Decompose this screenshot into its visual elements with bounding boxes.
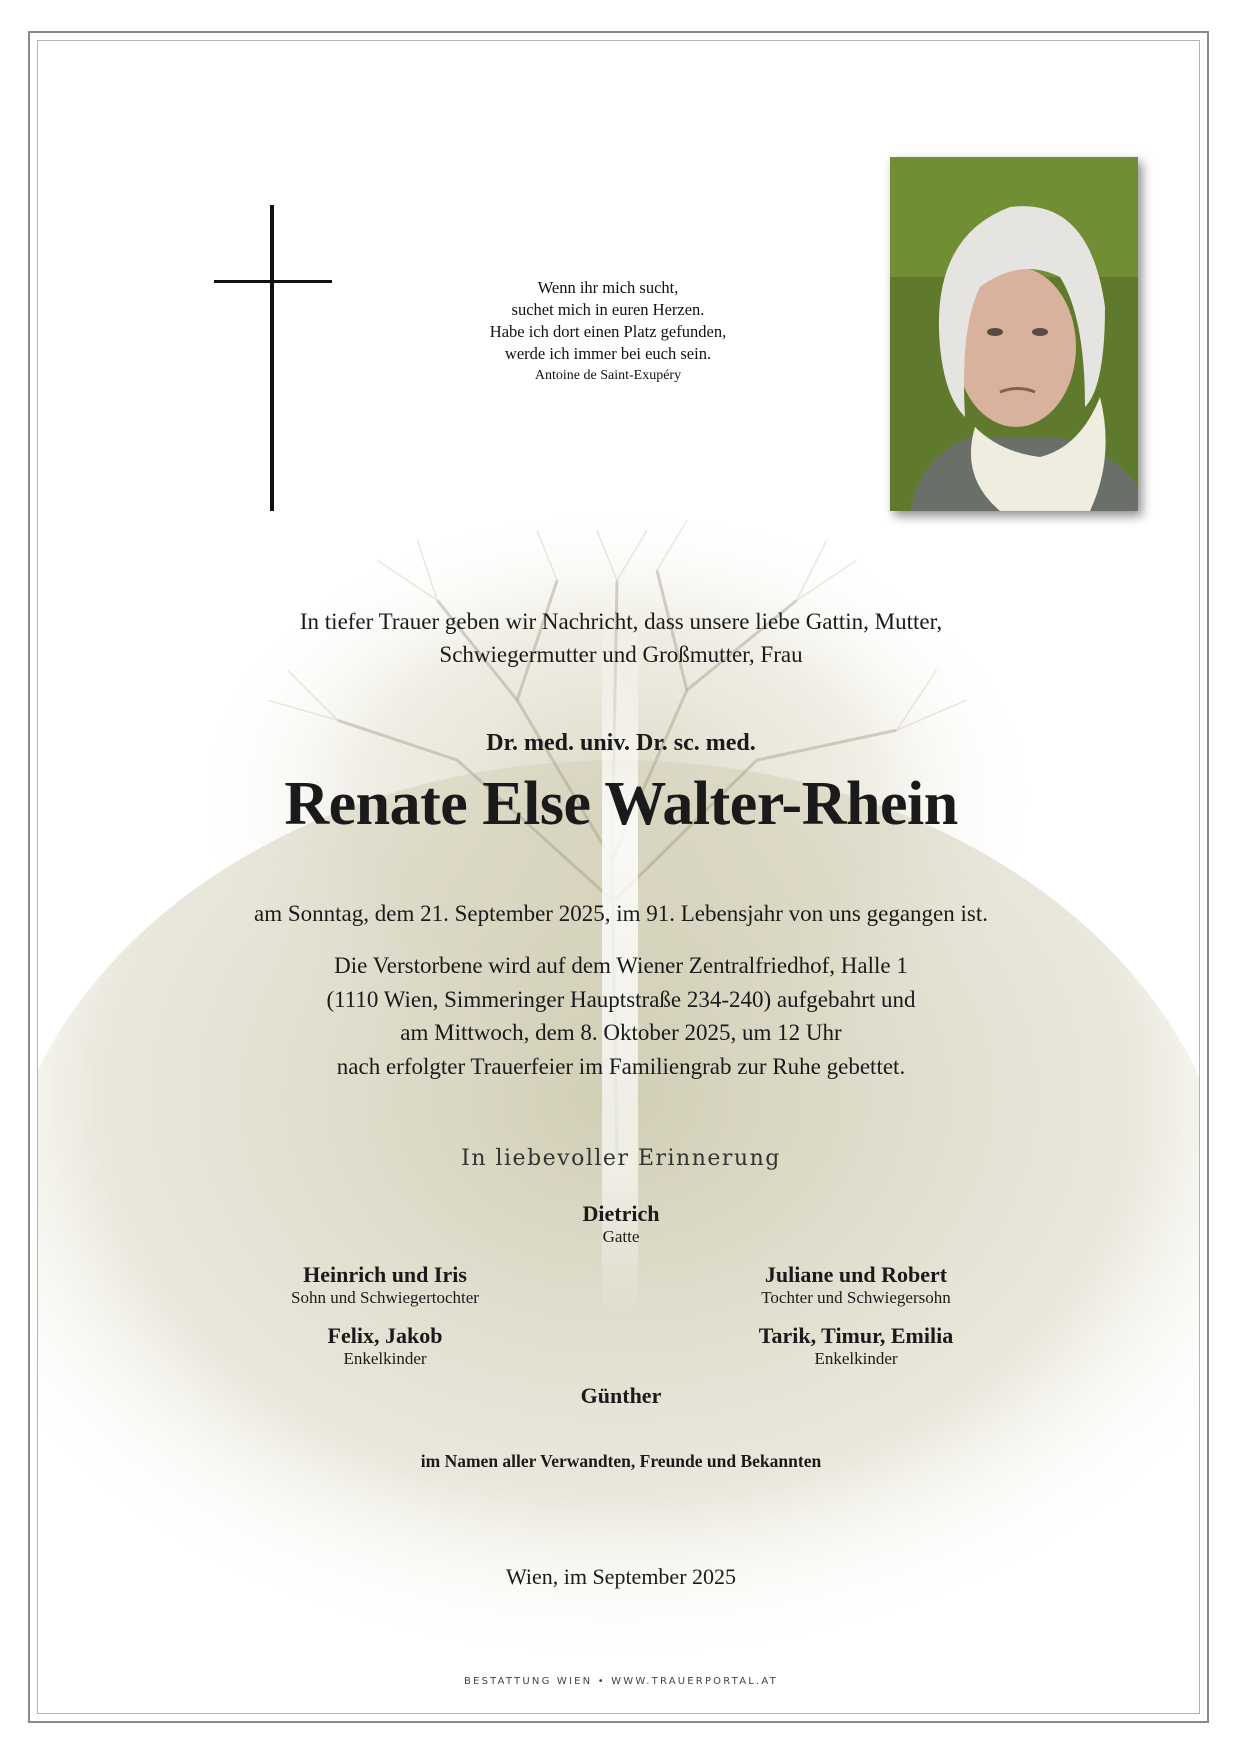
cross-icon-bar — [214, 280, 332, 283]
intro-line: In tiefer Trauer geben wir Nachricht, dass unsere liebe Gattin, Mutter, — [299, 609, 943, 634]
mourner-name: Tarik, Timur, Emilia — [758, 1323, 954, 1348]
poem-line: Habe ich dort einen Platz gefunden, — [489, 322, 727, 341]
page-card — [37, 40, 1200, 1714]
mourner-relation: Tochter und Schwiegersohn — [761, 1288, 951, 1307]
funeral-line: am Mittwoch, dem 8. Oktober 2025, um 12 Uhr — [400, 1020, 842, 1045]
funeral-details — [37, 949, 1200, 1083]
poem — [438, 277, 778, 387]
academic-titles: Dr. med. univ. Dr. sc. med. — [486, 730, 756, 756]
mourner-relation: Enkelkinder — [343, 1349, 427, 1368]
mourner-other — [421, 1383, 821, 1409]
cross-icon — [270, 205, 274, 511]
death-notice: am Sonntag, dem 21. September 2025, im 91. Lebensjahr von uns gegangen ist. — [254, 901, 988, 926]
poem-line: suchet mich in euren Herzen. — [511, 300, 705, 319]
closing-line: im Namen aller Verwandten, Freunde und Bekannten — [420, 1451, 822, 1471]
mourner-children-2 — [656, 1262, 1056, 1308]
mourner-spouse — [421, 1201, 821, 1247]
mourner-name: Heinrich und Iris — [303, 1262, 467, 1287]
mourner-name: Felix, Jakob — [327, 1323, 443, 1348]
intro-line: Schwiegermutter und Großmutter, Frau — [439, 642, 803, 667]
mourner-children-1 — [185, 1262, 585, 1308]
mourner-name: Dietrich — [582, 1201, 660, 1226]
funeral-line: nach erfolgter Trauerfeier im Familiengrab zur Ruhe gebettet. — [336, 1053, 906, 1079]
portrait-photo — [890, 157, 1138, 511]
deceased-name: Renate Else Walter-Rhein — [284, 770, 958, 838]
mourner-name: Günther — [580, 1383, 662, 1408]
memory-heading: In liebevoller Erinnerung — [461, 1146, 781, 1171]
poem-author: Antoine de Saint-Exupéry — [534, 368, 682, 383]
announcement-intro — [37, 605, 1200, 671]
mourner-grandchildren-1 — [185, 1323, 585, 1369]
funeral-line: Die Verstorbene wird auf dem Wiener Zentralfriedhof, Halle 1 — [334, 953, 908, 978]
footer-credit: BESTATTUNG WIEN • WWW.TRAUERPORTAL.AT — [464, 1676, 778, 1687]
place-date: Wien, im September 2025 — [505, 1564, 737, 1589]
mourner-relation: Enkelkinder — [814, 1349, 898, 1368]
mourner-name: Juliane und Robert — [764, 1262, 948, 1287]
mourner-grandchildren-2 — [656, 1323, 1056, 1369]
funeral-line: (1110 Wien, Simmeringer Hauptstraße 234-240) aufgebahrt und — [326, 986, 916, 1012]
poem-line: werde ich immer bei euch sein. — [504, 344, 712, 363]
poem-line: Wenn ihr mich sucht, — [537, 278, 679, 297]
mourner-relation: Sohn und Schwiegertochter — [291, 1288, 479, 1307]
mourner-relation: Gatte — [602, 1227, 640, 1246]
